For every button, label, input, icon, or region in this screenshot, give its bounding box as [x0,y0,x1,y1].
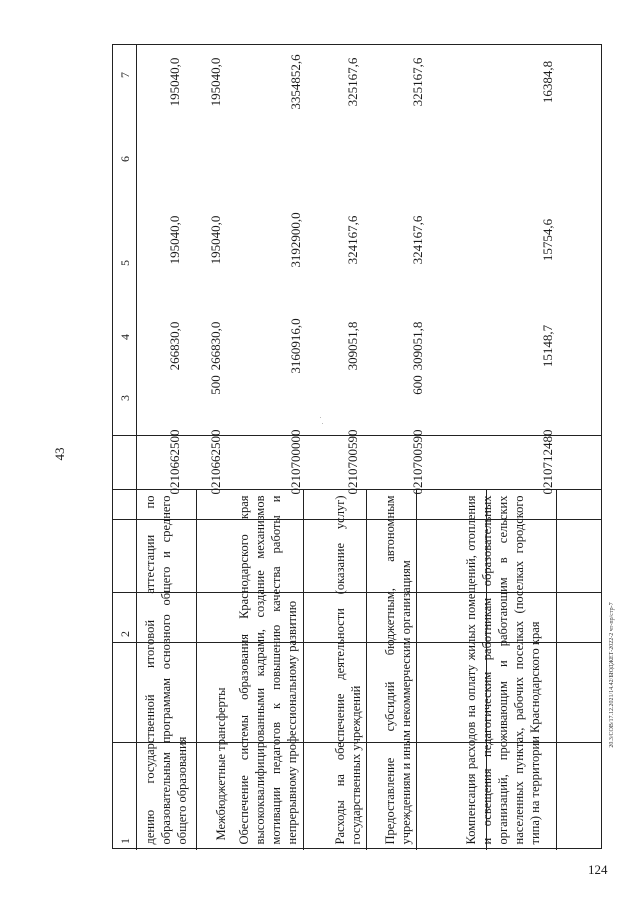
page-number-bottom: 124 [588,862,608,877]
row-2-v2021: 266830,0 [208,321,223,371]
row-2-v2022: 195040,0 [208,215,223,265]
row-2-code: 0210662500 [208,429,223,495]
row-4-v2021: 309051,8 [345,321,360,371]
row-2-v2023: 195040,0 [208,57,223,107]
header-col-6: 6 [117,156,132,162]
row-1-code: 0210662500 [166,429,182,495]
row-4-v2023: 325167,6 [345,57,360,107]
header-col-7: 7 [117,72,132,78]
row-5-code: 0210700590 [410,429,425,495]
row-3-v2021: 3160916,0 [288,318,303,374]
row-6-v2022: 15754,6 [540,218,555,262]
row-1-v2023: 195040,0 [166,57,182,107]
budget-table [112,44,602,849]
row-3-v2023: 3354852,6 [288,54,303,110]
row-2-name: Межбюджетные трансферты [214,686,228,840]
row-1-v2022: 195040,0 [166,215,182,265]
row-1-v2021: 266830,0 [166,321,182,371]
row-5-type: 600 [410,375,425,395]
row-2-type: 500 [208,375,223,395]
row-3-code: 0210700000 [288,429,303,495]
row-6-v2023: 16384,8 [540,60,555,104]
page-number-top: 43 [52,447,67,461]
header-col-2: 2 [117,630,132,637]
row-6-name: Компенсация расходов на оплату жилых помещений, отопления и освещения педагогическим работникам образовательных организаций, проживающим и работающим в сельских населенных пунктах, рабочих поселках (поселках городского типа) на территории Краснодарского края [464,495,542,844]
header-col-1: 1 [117,838,132,844]
row-5-name: Предоставление субсидий бюджетным, автономным учреждениям и иным некоммерческим организациям [383,495,413,844]
row-5-v2021: 309051,8 [410,321,425,371]
row-6-code: 0210712480 [540,429,555,495]
footer-note: 20.3/СОВ/17.12.2021/14.42/БЮДЖЕТ-2022-2 чт-пр/стр-7 [609,602,615,748]
row-3-v2022: 3192900,0 [288,212,303,268]
row-4-code: 0210700590 [345,429,360,495]
header-col-5: 5 [117,260,132,266]
header-col-4: 4 [117,334,132,340]
row-4-name: Расходы на обеспечение деятельности (оказание услуг) государственных учреждений [333,495,363,844]
row-4-v2022: 324167,6 [345,215,360,265]
row-5-v2023: 325167,6 [410,57,425,107]
header-col-3: 3 [117,395,132,401]
row-6-v2021: 15148,7 [540,324,555,368]
row-5-v2022: 324167,6 [410,215,425,265]
row-1-name: дению государственной итоговой аттестации по образовательным программам основного общего и среднего общего образования [143,495,189,844]
row-3-name: Обеспечение системы образования Краснодарского края высококвалифицированными кадрами, создание механизмов мотивации педагогов к повышению качества работы и непрерывному профессиональному развитию [237,495,299,844]
